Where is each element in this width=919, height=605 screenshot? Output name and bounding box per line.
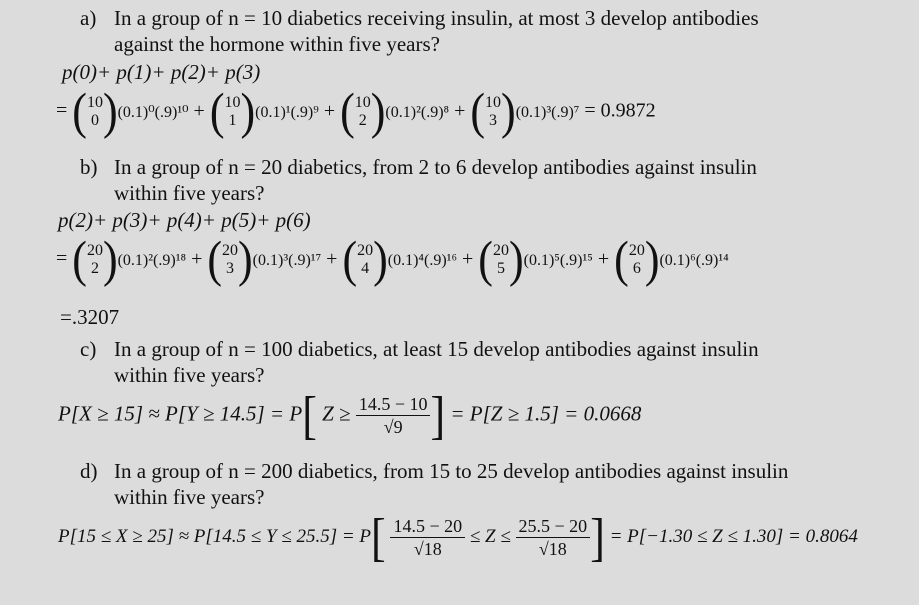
binomial-k: 1 [228,112,237,129]
binomial-coefficient: ( 20 3 ) [207,231,253,288]
equation-d-lhs: P[15 ≤ X ≥ 25] ≈ P[14.5 ≤ Y ≤ 25.5] = P [58,525,372,547]
plus-sign: + [186,247,208,270]
binomial-n: 20 [492,242,509,259]
plus-sign: + [592,247,615,270]
probability-term: (0.1)²(.9)¹⁸ [117,251,187,269]
plus-sign: + [321,247,343,270]
equation-c-z: Z ≥ [322,401,351,426]
fraction-d-left [390,515,465,560]
binomial-k: 6 [632,260,641,277]
probability-term: (0.1)³(.9)⁷ [515,103,580,121]
question-c-line2: within five years? [114,363,265,387]
result-b: =.3207 [60,305,120,329]
question-b-line2: within five years? [114,181,265,205]
question-c-label: c) [80,337,97,361]
question-b-label: b) [80,155,98,179]
question-a-label: a) [80,6,97,30]
result-a: = 0.9872 [584,99,656,122]
binomial-k: 2 [358,112,367,129]
equation-b-terms [72,231,729,288]
binomial-n: 20 [628,242,645,259]
fraction-d-right-denominator: √18 [538,539,567,559]
plus-sign: + [449,99,471,122]
equation-a: = ( 10 0 )(0.1)⁰(.9)¹⁰ + ( 10 1 )(0.1)¹(.9)⁹ + ( 10 2 )(0.1)²(.9)⁸ + ( 10 3 )(0.1)³(.9)⁷ = 0.9872 [56,83,656,140]
binomial-coefficient: ( 20 4 ) [342,231,388,288]
fraction-c [356,393,431,438]
plus-sign: + [457,247,479,270]
equation-d-rhs: = P[−1.30 ≤ Z ≤ 1.30] = 0.8064 [609,525,858,547]
binomial-n: 20 [222,242,239,259]
question-a [80,6,759,31]
binomial-coefficient: ( 10 1 ) [209,83,256,140]
binomial-coefficient: ( 20 2 ) [72,231,118,288]
binomial-k: 4 [361,260,370,277]
fraction-d-left-numerator: 14.5 − 20 [390,515,465,538]
fraction-c-numerator: 14.5 − 10 [356,393,431,416]
probability-term: (0.1)³(.9)¹⁷ [252,251,322,269]
binomial-n: 20 [357,242,374,259]
question-d-line1: In a group of n = 200 diabetics, from 15 to 25 develop antibodies against insulin [114,459,789,483]
probability-term: (0.1)¹(.9)⁹ [255,103,319,121]
fraction-d-right-numerator: 25.5 − 20 [516,515,591,538]
plus-sign: + [188,99,210,122]
binomial-k: 3 [489,112,498,129]
probability-term: (0.1)²(.9)⁸ [385,103,450,121]
probability-term: (0.1)⁴(.9)¹⁶ [387,251,458,269]
binomial-k: 3 [226,260,235,277]
binomial-coefficient: ( 20 5 ) [478,231,524,288]
expression-b: p(2)+ p(3)+ p(4)+ p(5)+ p(6) [58,208,311,232]
fraction-d-left-denominator: √18 [413,539,442,559]
question-c [80,337,759,362]
binomial-n: 10 [354,94,371,111]
binomial-n: 10 [485,94,502,111]
binomial-k: 5 [496,260,505,277]
binomial-n: 10 [224,94,241,111]
binomial-k: 0 [90,112,99,129]
equation-c-rhs: = P[Z ≥ 1.5] = 0.0668 [450,401,642,426]
probability-term: (0.1)⁵(.9)¹⁵ [523,251,593,269]
question-c-line1: In a group of n = 100 diabetics, at least 15 develop antibodies against insulin [114,337,759,361]
binomial-coefficient: ( 10 3 ) [470,83,516,140]
question-d [80,459,788,484]
binomial-coefficient: ( 10 0 ) [72,83,118,140]
equation-d-mid: ≤ Z ≤ [469,525,511,547]
fraction-d-right [516,515,591,560]
question-a-line1: In a group of n = 10 diabetics receiving insulin, at most 3 develop antibodies [114,6,759,30]
probability-term: (0.1)⁰(.9)¹⁰ [117,103,189,121]
probability-term: (0.1)⁶(.9)¹⁴ [659,251,729,269]
binomial-k: 2 [90,260,99,277]
question-a-line2: against the hormone within five years? [114,32,440,56]
fraction-c-denominator: √9 [383,417,403,437]
binomial-n: 20 [86,242,103,259]
plus-sign: + [318,99,341,122]
equation-b: = ( 20 2 )(0.1)²(.9)¹⁸ + ( 20 3 )(0.1)³(.9)¹⁷ + ( 20 4 )(0.1)⁴(.9)¹⁶ + ( 20 5 )(0.1)⁵(.9)¹⁵ + ( 20 6 )(0.1)⁶(.9)¹⁴ [56,231,729,288]
question-d-label: d) [80,459,98,483]
equation-c-lhs: P[X ≥ 15] ≈ P[Y ≥ 14.5] = P [58,401,303,426]
equation-c: P[X ≥ 15] ≈ P[Y ≥ 14.5] = P[ Z ≥ $\frac{14.5 - 10}{√9}$ ] = P[Z ≥ 1.5] = 0.0668 [58,386,642,445]
question-b [80,155,757,180]
binomial-n: 10 [86,94,103,111]
question-d-line2: within five years? [114,485,265,509]
binomial-coefficient: ( 10 2 ) [340,83,386,140]
question-b-line1: In a group of n = 20 diabetics, from 2 to 6 develop antibodies against insulin [114,155,757,179]
binomial-coefficient: ( 20 6 ) [614,231,660,288]
expression-a: p(0)+ p(1)+ p(2)+ p(3) [62,60,261,84]
equation-d: P[15 ≤ X ≥ 25] ≈ P[14.5 ≤ Y ≤ 25.5] = P[ $\frac{14.5 - 20}{√18}$ ≤ Z ≤ $\frac{25.5 - 20}{√18}$ ] = P[−1.30 ≤ Z ≤ 1.30] = 0.8064 [58,508,858,567]
